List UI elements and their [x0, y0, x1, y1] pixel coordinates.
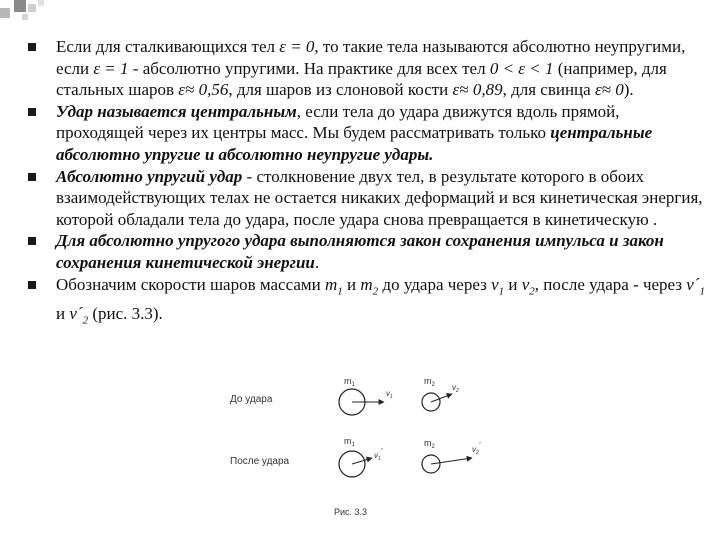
formula: v [491, 274, 499, 294]
subscript: 1 [337, 284, 343, 297]
subscript: 2 [372, 284, 379, 297]
square-bullet-icon [28, 108, 36, 116]
text: . [314, 252, 320, 272]
subscript: 1 [699, 284, 705, 297]
velocity-2-after-arrow [431, 458, 472, 464]
subscript: 1 [498, 284, 505, 297]
bullet-item-5 [26, 274, 706, 332]
square-bullet-icon [28, 281, 36, 289]
mass-1-after-label: $m_1$ [344, 436, 355, 448]
text: ). [623, 80, 634, 100]
figure-caption: Рис. 3.3 [334, 507, 368, 517]
after-label: После удара [230, 456, 290, 467]
formula: m [325, 274, 338, 294]
collision-figure [226, 372, 496, 522]
emphasis: Для абсолютно упругого удара выполняются закон сохранения импульса и закон сохранения кинетической энергии [56, 231, 664, 272]
bullet-item-3 [26, 166, 706, 231]
velocity-2-arrow [431, 394, 452, 402]
formula: ε≈ 0,89 [452, 80, 503, 100]
mass-2-label: $m_2$ [424, 376, 435, 388]
velocity-1-after-arrow [352, 458, 372, 464]
bullet-item-4 [26, 230, 706, 273]
before-label: До удара [230, 394, 273, 405]
subscript: 2 [82, 313, 89, 326]
text: (например, для стальных шаров [56, 58, 667, 100]
mass-2-after-label: $m_2$ [424, 438, 435, 450]
formula: v´ [69, 303, 83, 323]
square-bullet-icon [28, 237, 36, 245]
formula: 0 < ε < 1 [489, 58, 554, 78]
text: и [56, 303, 70, 323]
v1-after-label: $v_1'$ [374, 447, 383, 462]
v2-after-label: $v_2'$ [472, 441, 481, 456]
emphasis: центральные абсолютно упругие и абсолютно неупругие удары. [56, 123, 653, 164]
v2-label: $v_2$ [452, 383, 459, 394]
text: и [342, 274, 361, 294]
square-bullet-icon [28, 43, 36, 51]
subscript: 2 [529, 284, 535, 297]
bullet-item-1 [26, 36, 706, 101]
text: , для шаров из слоновой кости [228, 80, 453, 100]
text: , то такие тела называются абсолютно неупругими, если [56, 37, 686, 78]
square-bullet-icon [28, 173, 36, 181]
emphasis: Удар называется центральным [56, 101, 297, 121]
slide-body [26, 36, 706, 332]
text: , для свинца [502, 80, 595, 100]
corner-decoration [0, 0, 60, 22]
formula: ε≈ 0 [594, 80, 624, 100]
formula: v´ [686, 274, 700, 294]
text: - столкновение двух тел, в результате которого в обоих взаимодействующих телах не остается никаких деформаций и вся кинетическая энергия, которой обладали тела до удара, после удара снова превращается в кинетическую . [56, 166, 703, 229]
v1-label: $v_1$ [386, 389, 393, 400]
formula: ε = 1 [93, 58, 129, 78]
text: , если тела до удара движутся вдоль прямой, проходящей через их центры масс. Мы будем рассматривать только [56, 101, 620, 143]
text: и [504, 274, 522, 294]
text: до удара через [378, 274, 492, 294]
formula: ε≈ 0,56 [178, 80, 229, 100]
text: Обозначим скорости шаров массами [56, 274, 325, 294]
text: , после удара - через [534, 274, 687, 294]
formula: m [360, 274, 373, 294]
emphasis: Абсолютно упругий удар [56, 166, 243, 186]
text: (рис. 3.3). [88, 303, 163, 323]
text: - абсолютно упругими. На практике для всех тел [128, 58, 490, 78]
text: Если для сталкивающихся тел [56, 37, 280, 56]
formula: v [521, 274, 530, 294]
mass-1-label: $m_1$ [344, 376, 355, 388]
formula: ε = 0 [279, 37, 315, 56]
bullet-item-2 [26, 101, 706, 166]
